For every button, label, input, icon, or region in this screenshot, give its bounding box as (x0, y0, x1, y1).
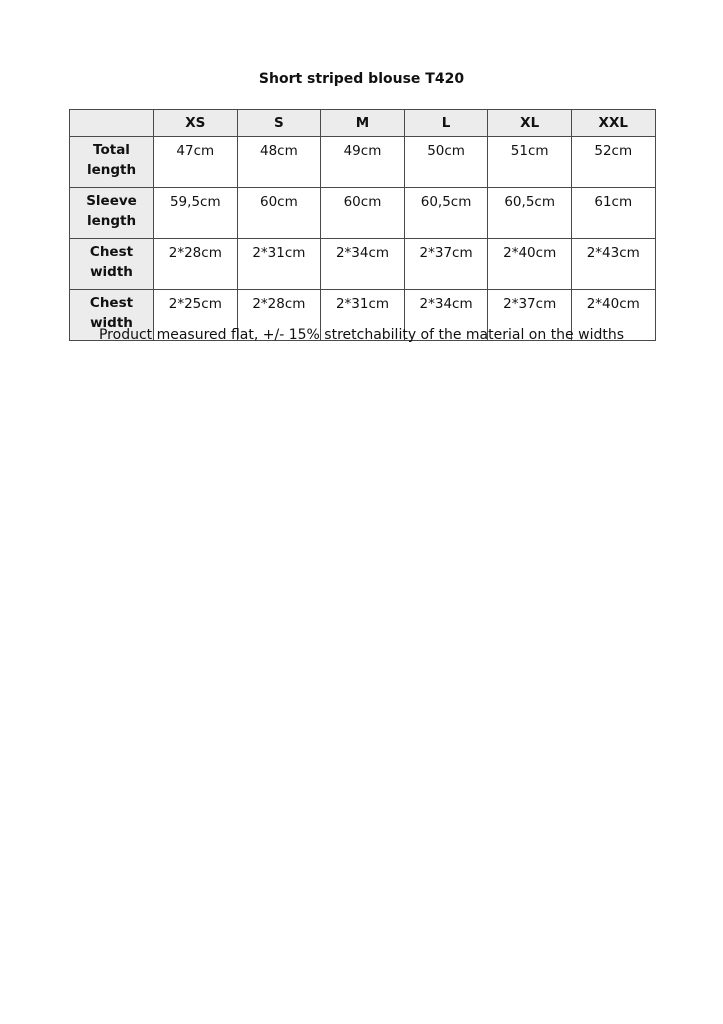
table-cell: 50cm (404, 137, 488, 188)
row-label-line: Sleeve (86, 193, 137, 209)
table-header-row (70, 110, 656, 137)
table-cell: 2*28cm (154, 239, 238, 290)
row-label-chest-width (70, 239, 154, 290)
row-label-sleeve-length (70, 188, 154, 239)
table-corner-cell (70, 110, 154, 137)
table-cell: 2*37cm (404, 239, 488, 290)
document-title: Short striped blouse T420 (258, 71, 465, 87)
table-cell: 61cm (571, 188, 655, 239)
table-cell: 60cm (237, 188, 321, 239)
size-header-l: L (404, 110, 488, 137)
row-label-line: Chest (89, 295, 134, 311)
row-label-line: length (86, 162, 137, 178)
table-cell: 2*28cm (237, 290, 321, 341)
table-cell: 60cm (321, 188, 405, 239)
row-label-line: width (90, 315, 133, 331)
row-label-line: Total (93, 142, 130, 158)
table-cell: 2*31cm (237, 239, 321, 290)
table-cell: 2*34cm (404, 290, 488, 341)
table-cell: 2*34cm (321, 239, 405, 290)
table-cell: 2*40cm (571, 290, 655, 341)
table-cell: 2*40cm (488, 239, 572, 290)
row-label-line: length (86, 213, 137, 229)
size-header-m: M (321, 110, 405, 137)
table-cell: 49cm (321, 137, 405, 188)
size-header-xl: XL (488, 110, 572, 137)
table-row (70, 137, 656, 188)
row-label-line: width (90, 264, 133, 280)
row-label-line: Chest (89, 244, 134, 260)
table-cell: 2*25cm (154, 290, 238, 341)
size-chart-table (69, 109, 656, 341)
table-cell: 47cm (154, 137, 238, 188)
table-cell: 59,5cm (154, 188, 238, 239)
row-label-total-length (70, 137, 154, 188)
table-cell: 2*43cm (571, 239, 655, 290)
table-cell: 51cm (488, 137, 572, 188)
table-cell: 52cm (571, 137, 655, 188)
table-cell: 60,5cm (404, 188, 488, 239)
table-row (70, 188, 656, 239)
measurement-note: Product measured flat, +/- 15% stretchability of the material on the widths (98, 327, 625, 343)
table-cell: 48cm (237, 137, 321, 188)
table-cell: 2*37cm (488, 290, 572, 341)
table-cell: 60,5cm (488, 188, 572, 239)
table-row (70, 239, 656, 290)
table-cell: 2*31cm (321, 290, 405, 341)
size-header-s: S (237, 110, 321, 137)
size-header-xxl: XXL (571, 110, 655, 137)
size-header-xs: XS (154, 110, 238, 137)
